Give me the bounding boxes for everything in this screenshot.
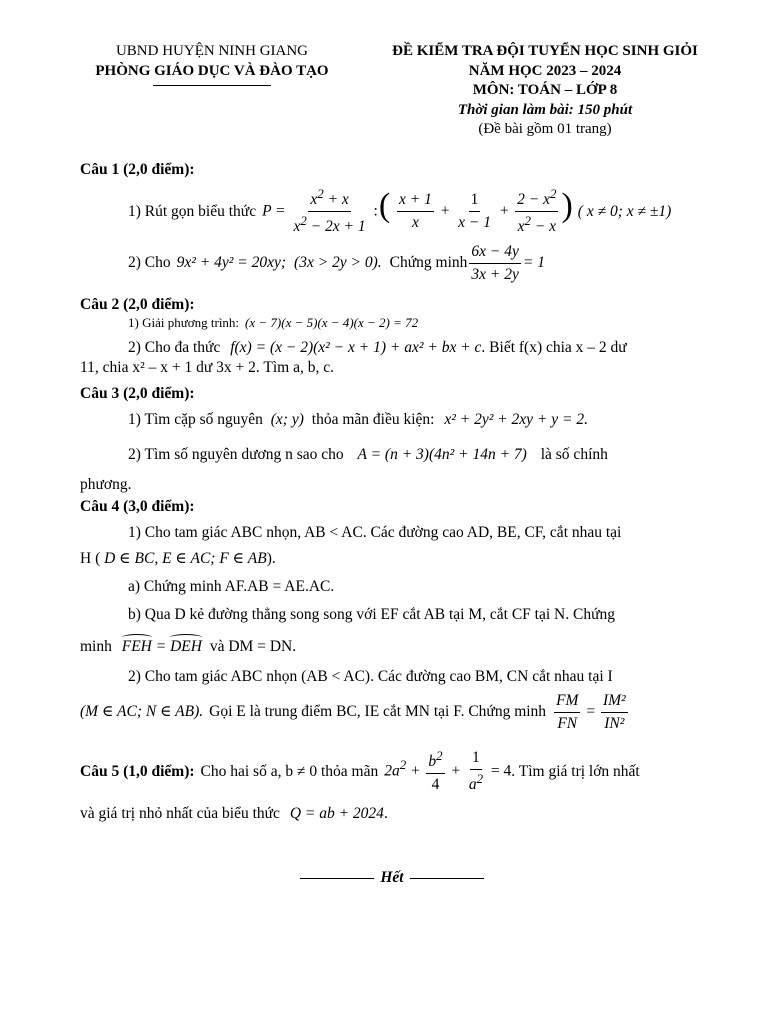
q2p2-polynomial: f(x) = (x − 2)(x² − x + 1) + ax² + bx + c	[230, 339, 482, 357]
question-1-part-1	[80, 186, 704, 238]
exam-title: ĐỀ KIỂM TRA ĐỘI TUYỂN HỌC SINH GIỎI	[392, 43, 698, 59]
q5-text3: và giá trị nhỏ nhất của biểu thức	[80, 804, 280, 822]
question-2-part-2	[80, 338, 704, 358]
end-marker	[300, 868, 484, 888]
exam-content	[80, 160, 704, 824]
q5-condition: $2a^2$ + $\frac{b^2}{4}$ + $\frac{1}{a^2}$ = 4	[384, 748, 512, 794]
question-3-part-2	[80, 445, 704, 465]
department-name: PHÒNG GIÁO DỤC VÀ ĐÀO TẠO	[95, 62, 329, 79]
end-dash-left	[300, 878, 374, 879]
q4pb-line2	[80, 634, 704, 657]
district-name: UBND HUYỆN NINH GIANG	[115, 43, 309, 59]
q1p2-rhs: = 1	[522, 254, 545, 272]
q4p1-text2b: ).	[266, 550, 276, 568]
q4p1-text1: 1) Cho tam giác ABC nhọn, AB < AC. Các đường cao AD, BE, CF, cắt nhau tại	[128, 524, 622, 542]
question-3-part-1	[80, 410, 704, 430]
question-2-title: Câu 2 (2,0 điểm):	[80, 296, 195, 314]
q5-line2	[80, 804, 704, 824]
question-4-title: Câu 4 (3,0 điểm):	[80, 497, 195, 515]
q1p1-label: 1) Rút gọn biểu thức	[128, 202, 257, 220]
q3p1-text2: thỏa mãn điều kiện:	[311, 411, 435, 429]
page-count: (Đề bài gồm 01 trang)	[478, 121, 612, 137]
q4p2-text2: Gọi E là trung điểm BC, IE cắt MN tại F. Chứng minh	[209, 703, 547, 721]
q2p2-text1: 2) Cho đa thức	[128, 339, 221, 357]
question-1-part-2	[80, 242, 704, 285]
q2p2-text2: . Biết f(x) chia x – 2 dư	[481, 339, 627, 357]
q5-end: .	[383, 804, 388, 822]
question-2-part-1	[80, 315, 704, 332]
q3p1-equation: x² + 2y² + 2xy + y = 2.	[444, 411, 588, 429]
q4p1-text2a: H (	[80, 550, 101, 568]
question-3-title: Câu 3 (2,0 điểm):	[80, 385, 195, 403]
q3p1-pair: (x; y)	[270, 411, 304, 429]
q4pb-text2a: minh	[80, 637, 112, 655]
question-1-title: Câu 1 (2,0 điểm):	[80, 161, 195, 178]
q1p2-prove: Chứng minh	[389, 254, 468, 272]
q2p1-label: 1) Giải phương trình:	[128, 315, 240, 331]
end-text: Hết	[380, 869, 404, 886]
header-underline	[153, 85, 271, 86]
q4pb-eq: =	[155, 637, 167, 655]
q4p1-line2	[80, 549, 704, 569]
q2p1-equation: (x − 7)(x − 5)(x − 4)(x − 2) = 72	[245, 315, 419, 331]
q5-expression: Q = ab + 2024	[289, 804, 384, 822]
q4p2-im2: IM²	[601, 691, 628, 713]
header-left	[72, 42, 352, 86]
q4pb-text2b: và DM = DN.	[209, 637, 297, 655]
q3p2-text3: phương.	[80, 475, 132, 493]
q4p2-condition: (M ∈ AC; N ∈ AB).	[80, 703, 204, 721]
question-5-title: Câu 5 (1,0 điểm):	[80, 762, 195, 780]
q1p2-equation: 9x² + 4y² = 20xy;	[176, 254, 287, 272]
question-5	[80, 748, 704, 795]
header-right	[360, 42, 730, 140]
school-year: NĂM HỌC 2023 – 2024	[468, 62, 622, 79]
q2p2-text3: 11, chia x² – x + 1 dư 3x + 2. Tìm a, b, c.	[80, 359, 334, 377]
q1p2-label: 2) Cho	[128, 254, 171, 272]
q1p1-condition: ( x ≠ 0; x ≠ ±1)	[577, 202, 672, 220]
q3p2-expression: A = (n + 3)(4n² + 14n + 7)	[357, 445, 527, 463]
q3p1-text: 1) Tìm cặp số nguyên	[128, 411, 263, 429]
end-dash-right	[410, 878, 484, 879]
q5-text2: . Tìm giá trị lớn nhất	[511, 762, 640, 780]
q4p2-text1: 2) Cho tam giác ABC nhọn (AB < AC). Các đường cao BM, CN cắt nhau tại I	[128, 667, 613, 685]
q1p1-expression: P = $\frac{x^2 + x}{x^2 - 2x + 1}$ :( $\frac{x + 1}{x}$ + $\frac{1}{x - 1}$ + $\frac{2 - x^2}{x^2 - x}$ )	[262, 186, 573, 236]
q4pb-angle-deh: DEH	[170, 634, 202, 657]
subject: MÔN: TOÁN – LỚP 8	[472, 82, 618, 98]
q4p1-condition: D ∈ BC, E ∈ AC; F ∈ AB	[104, 550, 267, 568]
time-limit: Thời gian làm bài: 150 phút	[457, 101, 633, 118]
q4pb-angle-feh: FEH	[122, 634, 152, 657]
q3p2-text2: là số chính	[540, 445, 608, 463]
q4-part-a: a) Chứng minh AF.AB = AE.AC.	[128, 578, 335, 596]
q1p2-fraction: $\frac{6x - 4y}{3x + 2y}$	[471, 242, 519, 283]
q5-text1: Cho hai số a, b ≠ 0 thỏa mãn	[200, 762, 379, 780]
q4p2-ratio: $\frac{FM}{FN}$ = $\frac{\text{IM²}}{\text{IN²}}$	[552, 691, 630, 734]
q4p2-in2: IN²	[604, 715, 625, 733]
q4p2-line2	[80, 691, 704, 734]
q4p2-fm: FM	[554, 691, 580, 713]
q4p2-fn: FN	[557, 715, 578, 733]
q3p2-text: 2) Tìm số nguyên dương n sao cho	[128, 445, 344, 463]
q1p2-condition: (3x > 2y > 0).	[294, 254, 382, 272]
q4pb-text1: b) Qua D kẻ đường thẳng song song với EF cắt AB tại M, cắt CF tại N. Chứng	[128, 606, 615, 624]
